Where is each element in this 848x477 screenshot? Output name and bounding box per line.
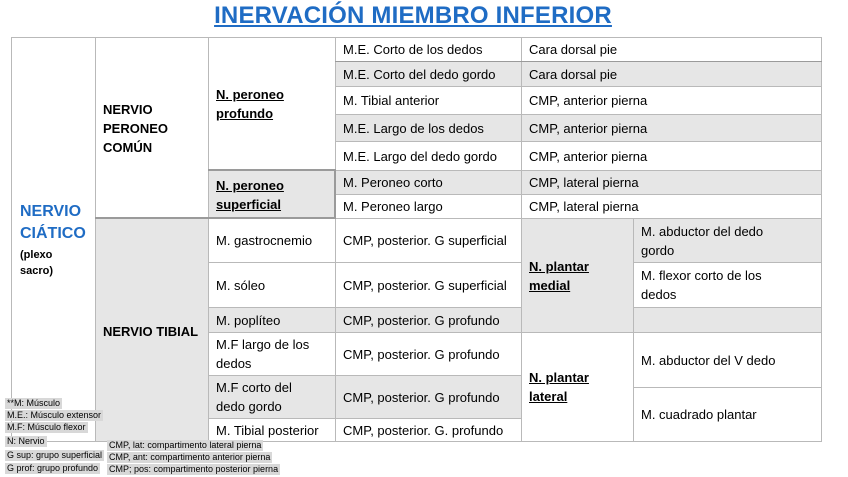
location-cell: CMP, lateral pierna xyxy=(521,194,822,219)
muscle-cell: M. Peroneo corto xyxy=(335,170,522,195)
tibial-nerve-cell: NERVIO TIBIAL xyxy=(95,218,209,442)
muscle-name-line: M.F corto del xyxy=(216,380,292,395)
sciatic-nerve-name-line1: NERVIO xyxy=(20,202,82,220)
muscle-cell xyxy=(208,375,336,419)
superficial-peroneal-name-line: N. peroneo xyxy=(216,177,284,193)
group-cell: CMP, posterior. G profundo xyxy=(335,307,522,333)
plantar-medial-nerve-cell xyxy=(521,218,634,333)
plantar-muscle-cell: M. abductor del V dedo xyxy=(633,332,822,388)
plantar-muscle-cell: M. cuadrado plantar xyxy=(633,387,822,442)
location-cell: CMP, lateral pierna xyxy=(521,170,822,195)
superficial-peroneal-name-line: superficial xyxy=(216,196,282,212)
muscle-cell: M.E. Largo de los dedos xyxy=(335,114,522,142)
section-divider xyxy=(95,217,335,219)
section-divider xyxy=(208,169,336,171)
sciatic-nerve-cell xyxy=(11,37,96,442)
muscle-name-line: M. abductor del dedo xyxy=(641,223,764,239)
group-cell: CMP, posterior. G profundo xyxy=(335,375,522,419)
location-cell: Cara dorsal pie xyxy=(521,61,822,87)
muscle-cell: M.E. Corto del dedo gordo xyxy=(335,61,522,87)
compartment-legend-line: CMP, ant: compartimento anterior pierna xyxy=(109,452,271,462)
plantar-muscle-cell xyxy=(633,262,822,308)
abbreviation-legend-line: G prof: grupo profundo xyxy=(7,463,99,473)
muscle-cell: M. poplíteo xyxy=(208,307,336,333)
superficial-peroneal-nerve-cell xyxy=(208,170,336,219)
muscle-cell: M. sóleo xyxy=(208,262,336,308)
section-divider xyxy=(335,61,822,62)
common-peroneal-nerve-cell xyxy=(95,37,209,219)
muscle-name-line: dedos xyxy=(641,287,677,302)
abbreviation-legend-line: M.E.: Músculo extensor xyxy=(7,410,102,420)
muscle-cell: M. Tibial anterior xyxy=(335,86,522,115)
muscle-cell: M. gastrocnemio xyxy=(208,218,336,263)
muscle-cell: M.E. Corto de los dedos xyxy=(335,37,522,62)
plantar-lateral-name-line: lateral xyxy=(529,389,568,404)
location-cell: Cara dorsal pie xyxy=(521,37,822,62)
group-cell: CMP, posterior. G profundo xyxy=(335,332,522,376)
location-cell: CMP, anterior pierna xyxy=(521,86,822,115)
muscle-name-line: M. flexor corto de los xyxy=(641,268,762,283)
group-cell: CMP, posterior. G superficial xyxy=(335,262,522,308)
abbreviation-legend-line: G sup: grupo superficial xyxy=(7,450,103,460)
abbreviation-legend-line: M.F: Músculo flexor xyxy=(7,422,86,432)
location-cell: CMP, anterior pierna xyxy=(521,141,822,171)
plantar-muscle-cell xyxy=(633,218,822,263)
plantar-lateral-nerve-cell xyxy=(521,332,634,442)
deep-peroneal-nerve-cell xyxy=(208,37,336,171)
muscle-name-line: M.F largo de los xyxy=(216,337,310,352)
muscle-name-line: gordo xyxy=(641,242,675,258)
abbreviation-legend-line: N: Nervio xyxy=(7,436,45,446)
group-cell: CMP, posterior. G. profundo xyxy=(335,418,522,442)
sciatic-plexus-label: (plexo sacro) xyxy=(20,248,54,277)
empty-cell xyxy=(633,307,822,333)
muscle-cell xyxy=(208,332,336,376)
common-peroneal-name-line: PERONEO xyxy=(103,120,169,136)
compartment-legend-line: CMP, lat: compartimento lateral pierna xyxy=(109,440,262,450)
group-cell: CMP, posterior. G superficial xyxy=(335,218,522,263)
plantar-medial-name-line: N. plantar xyxy=(529,258,589,274)
location-cell: CMP, anterior pierna xyxy=(521,114,822,142)
common-peroneal-name-line: COMÚN xyxy=(103,139,153,155)
plantar-lateral-name-line: N. plantar xyxy=(529,370,589,385)
deep-peroneal-name-line: profundo xyxy=(216,106,274,121)
sciatic-nerve-name-line2: CIÁTICO xyxy=(20,224,86,242)
abbreviation-legend-line: **M: Músculo xyxy=(7,398,61,408)
section-divider xyxy=(334,169,336,219)
deep-peroneal-name-line: N. peroneo xyxy=(216,87,284,102)
muscle-cell: M.E. Largo del dedo gordo xyxy=(335,141,522,171)
muscle-name-line: dedos xyxy=(216,356,252,371)
muscle-name-line: dedo gordo xyxy=(216,399,282,414)
muscle-cell: M. Tibial posterior xyxy=(208,418,336,442)
common-peroneal-name-line: NERVIO xyxy=(103,101,153,117)
compartment-legend-line: CMP; pos: compartimento posterior pierna xyxy=(109,464,279,474)
plantar-medial-name-line: medial xyxy=(529,277,571,293)
muscle-cell: M. Peroneo largo xyxy=(335,194,522,219)
page-title: INERVACIÓN MIEMBRO INFERIOR xyxy=(214,2,612,29)
